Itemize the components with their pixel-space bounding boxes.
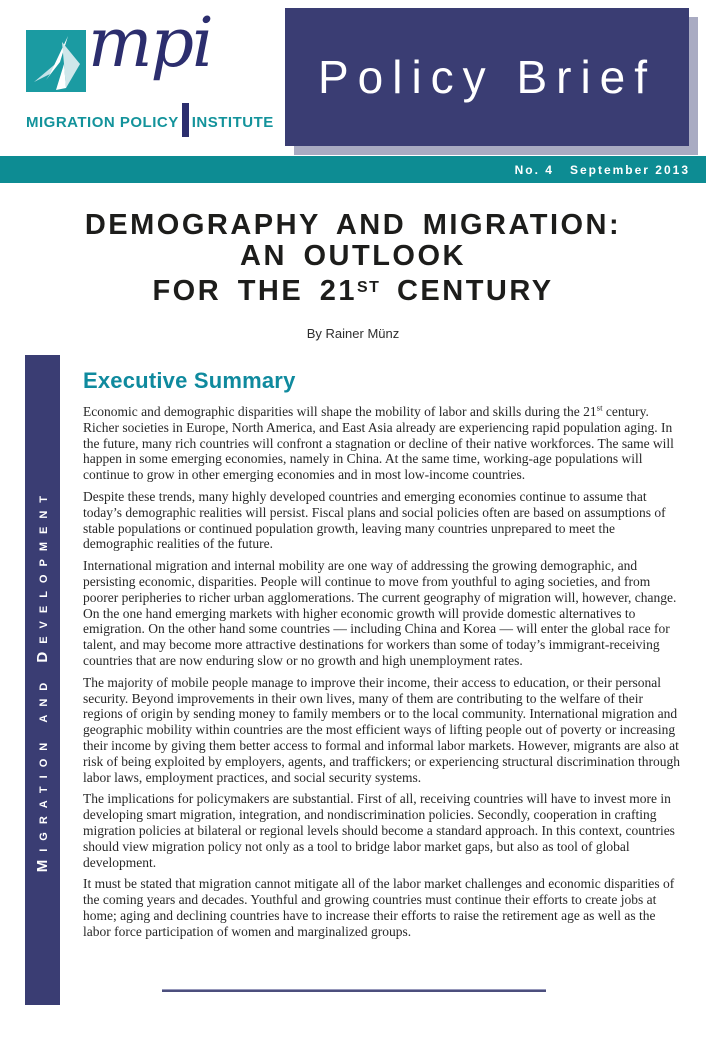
summary-paragraph: Despite these trends, many highly developed countries and emerging economies continue to assume that today’s demographic realities will persist. Fiscal plans and social policies often are based on assumptions of stable populations or continued population growth, leaving many countries unprepared to meet the demographic realities of the future. bbox=[83, 488, 666, 552]
summary-paragraph: International migration and internal mobility are one way of addressing the growing demographic, and persisting economic, disparities. People will continue to move from youthful to aging societies, and from poorer peripheries to richer urban agglomerations. The current geography of migration will, however, change. On the one hand emerging markets with higher economic growth will provide domestic alternatives to emigration. On the other hand some countries — including China and Korea — will enter the global race for talent, and may become more attractive destinations for workers than some of today’s immigrant-receiving countries that are now enduring slow or no growth and high unemployment rates. bbox=[83, 558, 677, 668]
executive-summary-paragraphs bbox=[83, 404, 681, 940]
byline: By Rainer Münz bbox=[306, 326, 400, 341]
issue-date: September 2013 bbox=[569, 162, 690, 177]
executive-summary bbox=[83, 368, 681, 946]
mpi-logo-icon bbox=[26, 30, 86, 92]
series-sidebar-label: Migration and Development bbox=[34, 487, 51, 873]
mpi-descender-bar bbox=[182, 103, 189, 137]
mpi-wordmark bbox=[26, 103, 274, 131]
policy-brief-banner bbox=[285, 8, 689, 146]
banner-label: Policy Brief bbox=[317, 51, 657, 103]
mpi-wordmark-left: MIGRATION POLICY bbox=[26, 114, 179, 131]
summary-paragraph: Economic and demographic disparities will shape the mobility of labor and skills during the 21st century. Richer societies in Europe, North America, and East Asia already are experiencing rapid population aging. In the future, many rich countries will confront a stagnation or decline of their native workforces. The same will happen in some emerging economies, namely in China. At the same time, working-age populations will continue to grow in other emerging economies and in most low-income countries. bbox=[83, 402, 674, 483]
summary-paragraph: The implications for policymakers are substantial. First of all, receiving countries will have to invest more in developing smart migration, integration, and nondiscrimination policies. Secondly, cooperation in crafting migration policies at bilateral or regional levels should become a standard approach. In this context, countries should view migration policy not only as a tool to bridge labor market gaps, but also as tool of global development. bbox=[83, 791, 675, 870]
mpi-wordmark-right: INSTITUTE bbox=[191, 114, 274, 131]
summary-paragraph: The majority of mobile people manage to improve their income, their access to education, or their personal security. Beyond improvements in their own lives, many of them are contributing to the welfare of their regions of origin by sending money to family members or to the local community. International migration and geographic mobility within countries are the most efficient ways of lifting people out of poverty or increasing their income by giving them better access to formal and informal labor markets. However, migrants are also at risk of being exploited by employers, agents, and traffickers; or experiencing structural discrimination through labor laws, employment practices, and social security systems. bbox=[83, 674, 680, 785]
footnote-rule bbox=[162, 989, 546, 992]
title-line-2: AN OUTLOOK bbox=[240, 240, 466, 272]
document-title bbox=[0, 210, 706, 307]
title-line-3: FOR THE 21ST CENTURY bbox=[152, 274, 554, 307]
summary-paragraph: It must be stated that migration cannot mitigate all of the labor market challenges and economic disparities of the coming years and decades. Youthful and growing countries must continue their efforts to create jobs at home; aging and declining countries have to increase their efforts to raise the retirement age as well as the labor force participation of women and marginalized groups. bbox=[83, 876, 675, 939]
mpi-logotype: mpi bbox=[88, 4, 212, 83]
series-sidebar bbox=[25, 355, 60, 1005]
title-line-1: DEMOGRAPHY AND MIGRATION: bbox=[84, 209, 622, 241]
issue-bar bbox=[0, 156, 706, 183]
issue-number: No. 4 bbox=[514, 162, 554, 177]
executive-summary-heading: Executive Summary bbox=[83, 368, 296, 393]
